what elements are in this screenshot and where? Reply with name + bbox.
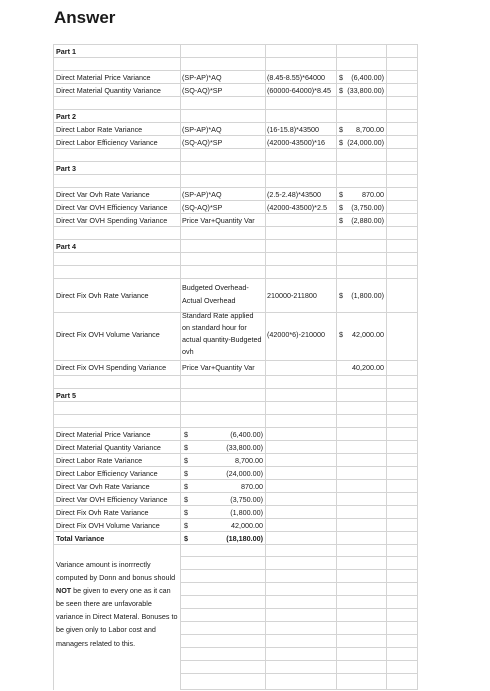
summary-row-name: Direct Fix Ovh Rate Variance — [56, 508, 149, 517]
part-1-row-name: Direct Material Price Variance — [56, 73, 151, 82]
grid-row-line — [53, 453, 418, 454]
grid-row-line — [53, 401, 418, 402]
part-3-row-dollar: $ — [339, 203, 343, 212]
part-2-row-dollar: $ — [339, 138, 343, 147]
part-2-row-formula: (SQ-AQ)*SP — [182, 138, 223, 147]
part-1-row-name: Direct Material Quantity Variance — [56, 86, 161, 95]
grid-row-line — [53, 360, 418, 361]
part-4-row-formula: Price Var+Quantity Var — [182, 363, 255, 372]
part-4-row-amount: 42,000.00 — [352, 330, 384, 339]
part-1-row-calc: (8.45-8.55)*64000 — [267, 73, 325, 82]
total-variance-dollar: $ — [184, 534, 188, 543]
grid-row-line — [53, 278, 418, 279]
grid-row-line — [53, 414, 418, 415]
part-1-row-dollar: $ — [339, 73, 343, 82]
part-2-row-name: Direct Labor Efficiency Variance — [56, 138, 158, 147]
summary-row-dollar: $ — [184, 469, 188, 478]
part-4-row-dollar: $ — [339, 330, 343, 339]
part-1-row-formula: (SQ-AQ)*SP — [182, 86, 223, 95]
summary-row-dollar: $ — [184, 495, 188, 504]
summary-row-amount: (24,000.00) — [226, 469, 263, 478]
grid-row-line — [53, 148, 418, 149]
grid-row-line — [53, 388, 418, 389]
grid-col-line — [336, 44, 337, 690]
summary-row-name: Direct Material Price Variance — [56, 430, 151, 439]
part-4-row-formula: Budgeted Overhead-Actual Overhead — [182, 283, 249, 305]
grid-row-line — [53, 187, 418, 188]
part-3-row-calc: (42000-43500)*2.5 — [267, 203, 327, 212]
summary-row-dollar: $ — [184, 482, 188, 491]
part-4-row-calc: 210000-211800 — [267, 291, 317, 300]
part-3-row-dollar: $ — [339, 190, 343, 199]
grid-row-line — [53, 213, 418, 214]
grid-row-line — [53, 161, 418, 162]
grid-row-line — [53, 531, 418, 532]
part-1-row-formula: (SP-AP)*AQ — [182, 73, 222, 82]
grid-row-line — [53, 239, 418, 240]
summary-row-dollar: $ — [184, 456, 188, 465]
part-3-row-amount: (3,750.00) — [351, 203, 384, 212]
part-2-row-amount: (24,000.00) — [347, 138, 384, 147]
summary-row-name: Direct Var OVH Efficiency Variance — [56, 495, 168, 504]
summary-row-amount: 42,000.00 — [231, 521, 263, 530]
part-3-row-amount: 870.00 — [362, 190, 384, 199]
part-1-row-dollar: $ — [339, 86, 343, 95]
summary-row-amount: 870.00 — [241, 482, 263, 491]
summary-row-amount: (6,400.00) — [230, 430, 263, 439]
part-3-row-name: Direct Var Ovh Rate Variance — [56, 190, 150, 199]
part-4-row-name: Direct Fix OVH Spending Variance — [56, 363, 167, 372]
grid-row-line — [53, 83, 418, 84]
part-4-label: Part 4 — [56, 242, 76, 251]
total-variance-label: Total Variance — [56, 534, 105, 543]
part-2-label: Part 2 — [56, 112, 76, 121]
grid-row-line — [53, 492, 418, 493]
part-2-row-amount: 8,700.00 — [356, 125, 384, 134]
summary-row-dollar: $ — [184, 508, 188, 517]
grid-col-line — [417, 44, 418, 690]
summary-row-name: Direct Labor Efficiency Variance — [56, 469, 158, 478]
grid-row-line — [53, 135, 418, 136]
part-4-row-formula: Standard Rate applied on standard hour for actual quantity-Budgeted ovh — [182, 311, 262, 356]
part-1-row-amount: (33,800.00) — [347, 86, 384, 95]
part-3-row-dollar: $ — [339, 216, 343, 225]
summary-row-amount: 8,700.00 — [235, 456, 263, 465]
emphasis-not: NOT — [56, 586, 72, 596]
summary-row-name: Direct Material Quantity Variance — [56, 443, 161, 452]
summary-row-name: Direct Var Ovh Rate Variance — [56, 482, 150, 491]
part-2-row-dollar: $ — [339, 125, 343, 134]
grid-row-line — [53, 466, 418, 467]
part-2-row-calc: (42000-43500)*16 — [267, 138, 325, 147]
answer-heading: Answer — [54, 8, 116, 27]
grid-col-line — [265, 44, 266, 690]
part-1-row-amount: (6,400.00) — [351, 73, 384, 82]
grid-row-line — [53, 440, 418, 441]
part-4-row-name: Direct Fix OVH Volume Variance — [56, 330, 160, 339]
summary-row-dollar: $ — [184, 521, 188, 530]
part-3-row-name: Direct Var OVH Efficiency Variance — [56, 203, 168, 212]
grid-row-line — [53, 96, 418, 97]
summary-row-name: Direct Fix OVH Volume Variance — [56, 521, 160, 530]
total-variance-amount: (18,180.00) — [226, 534, 263, 543]
conclusion-note — [54, 556, 180, 690]
grid-row-line — [53, 57, 418, 58]
grid-col-line — [386, 44, 387, 690]
grid-row-line — [53, 427, 418, 428]
part-4-row-name: Direct Fix Ovh Rate Variance — [56, 291, 149, 300]
grid-row-line — [53, 122, 418, 123]
part-3-row-calc: (2.5-2.48)*43500 — [267, 190, 321, 199]
grid-row-line — [53, 505, 418, 506]
part-1-label: Part 1 — [56, 47, 76, 56]
conclusion-note-text: Variance amount is inorrrectly computed by Donn and bonus should NOT be given to every one as it can be seen there are unfavorable variance in Direct Materal. Bonuses to be given only to Labor cost and managers related to this. — [56, 560, 178, 648]
grid-row-line — [53, 109, 418, 110]
summary-row-amount: (3,750.00) — [230, 495, 263, 504]
grid-row-line — [53, 518, 418, 519]
summary-row-dollar: $ — [184, 443, 188, 452]
grid-row-line — [53, 44, 418, 45]
part-4-row-amount: 40,200.00 — [352, 363, 384, 372]
part-3-row-formula: (SP-AP)*AQ — [182, 190, 222, 199]
part-1-row-calc: (60000-64000)*8.45 — [267, 86, 331, 95]
part-3-row-amount: (2,880.00) — [351, 216, 384, 225]
part-2-row-name: Direct Labor Rate Variance — [56, 125, 143, 134]
grid-row-line — [53, 252, 418, 253]
part-3-row-formula: Price Var+Quantity Var — [182, 216, 255, 225]
part-2-row-formula: (SP-AP)*AQ — [182, 125, 222, 134]
part-4-row-calc: (42000*6)-210000 — [267, 330, 325, 339]
grid-row-line — [53, 375, 418, 376]
grid-row-line — [53, 479, 418, 480]
spreadsheet — [53, 44, 418, 690]
part-3-row-name: Direct Var OVH Spending Variance — [56, 216, 168, 225]
summary-row-dollar: $ — [184, 430, 188, 439]
summary-row-amount: (1,800.00) — [230, 508, 263, 517]
summary-row-amount: (33,800.00) — [226, 443, 263, 452]
grid-row-line — [53, 226, 418, 227]
grid-col-line — [180, 44, 181, 690]
part-4-row-amount: (1,800.00) — [351, 291, 384, 300]
part-3-label: Part 3 — [56, 164, 76, 173]
grid-row-line — [53, 70, 418, 71]
summary-row-name: Direct Labor Rate Variance — [56, 456, 143, 465]
grid-row-line — [53, 544, 418, 545]
part-2-row-calc: (16-15.8)*43500 — [267, 125, 319, 134]
grid-row-line — [53, 174, 418, 175]
grid-row-line — [53, 265, 418, 266]
grid-row-line — [53, 200, 418, 201]
part-4-row-dollar: $ — [339, 291, 343, 300]
part-5-label: Part 5 — [56, 391, 76, 400]
part-3-row-formula: (SQ-AQ)*SP — [182, 203, 223, 212]
